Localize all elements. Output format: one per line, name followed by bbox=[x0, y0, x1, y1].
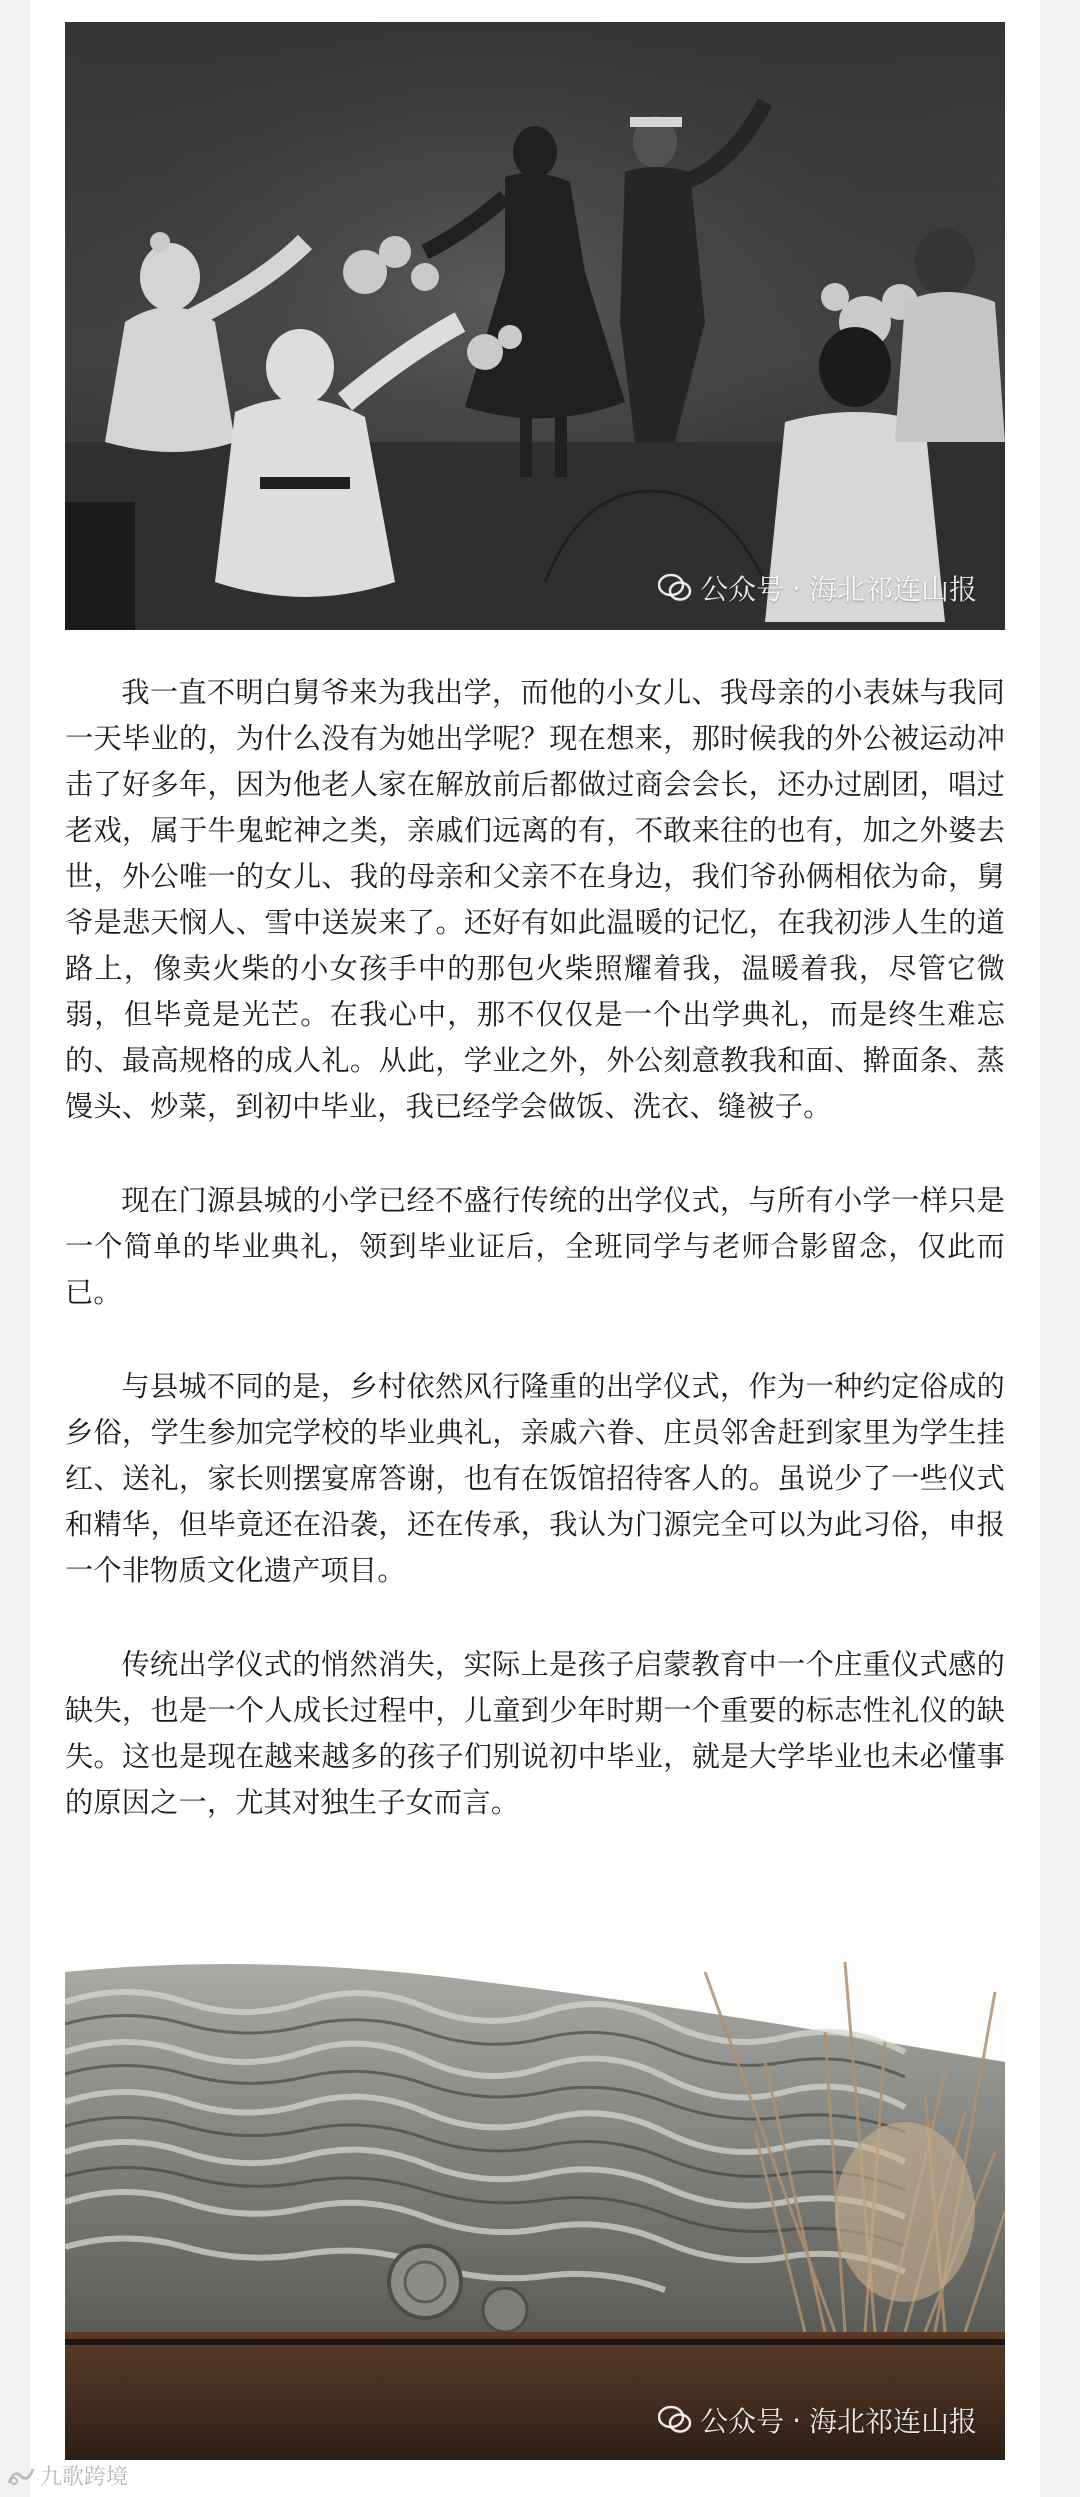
article-photo-roof[interactable] bbox=[65, 1912, 1005, 2460]
article-paragraph: 我一直不明白舅爷来为我出学，而他的小女儿、我母亲的小表妹与我同一天毕业的，为什么没有为她出学呢？现在想来，那时候我的外公被运动冲击了好多年，因为他老人家在解放前后都做过商会会长，还办过剧团，唱过老戏，属于牛鬼蛇神之类，亲戚们远离的有，不敢来往的也有，加之外婆去世，外公唯一的女儿、我的母亲和父亲不在身边，我们爷孙俩相依为命，舅爷是悲天悯人、雪中送炭来了。还好有如此温暖的记忆，在我初涉人生的道路上，像卖火柴的小女孩手中的那包火柴照耀着我，温暖着我，尽管它微弱，但毕竟是光芒。在我心中，那不仅仅是一个出学典礼，而是终生难忘的、最高规格的成人礼。从此，学业之外，外公刻意教我和面、擀面条、蒸馒头、炒菜，到初中毕业，我已经学会做饭、洗衣、缝被子。 bbox=[65, 676, 1005, 1123]
watermark-brand: 公众号 bbox=[700, 2405, 785, 2438]
watermark-account-name: 海北祁连山报 bbox=[808, 2405, 977, 2438]
source-mark-text: 九歌跨境 bbox=[40, 2465, 129, 2490]
wechat-icon bbox=[658, 2405, 692, 2435]
article-paragraph: 与县城不同的是，乡村依然风行隆重的出学仪式，作为一种约定俗成的乡俗，学生参加完学校的毕业典礼，亲戚六眷、庄员邻舍赶到家里为学生挂红、送礼，家长则摆宴席答谢，也有在饭馆招待客人的。虽说少了一些仪式和精华，但毕竟还在沿袭，还在传承，我认为门源完全可以为此习俗，申报一个非物质文化遗产项目。 bbox=[65, 1370, 1005, 1587]
wechat-icon bbox=[658, 573, 692, 603]
article-paragraph: 现在门源县城的小学已经不盛行传统的出学仪式，与所有小学一样只是一个简单的毕业典礼，领到毕业证后，全班同学与老师合影留念，仅此而已。 bbox=[65, 1184, 1005, 1309]
dance-photo-image bbox=[65, 22, 1005, 630]
article-photo-dance[interactable] bbox=[65, 22, 1005, 630]
watermark-account-name: 海北祁连山报 bbox=[808, 573, 977, 606]
source-logo-icon bbox=[6, 2465, 36, 2487]
photo-watermark bbox=[658, 2400, 977, 2440]
article-page bbox=[30, 0, 1040, 2497]
watermark-separator: · bbox=[792, 2403, 801, 2437]
article-body bbox=[65, 670, 1005, 1874]
article-paragraph: 传统出学仪式的悄然消失，实际上是孩子启蒙教育中一个庄重仪式感的缺失，也是一个人成长过程中，儿童到少年时期一个重要的标志性礼仪的缺失。这也是现在越来越多的孩子们别说初中毕业，就是大学毕业也未必懂事的原因之一，尤其对独生子女而言。 bbox=[65, 1648, 1005, 1819]
roof-photo-image bbox=[65, 1912, 1005, 2460]
watermark-separator: · bbox=[792, 571, 801, 605]
source-watermark bbox=[6, 2460, 128, 2491]
watermark-brand: 公众号 bbox=[700, 573, 785, 606]
photo-watermark bbox=[658, 568, 977, 608]
